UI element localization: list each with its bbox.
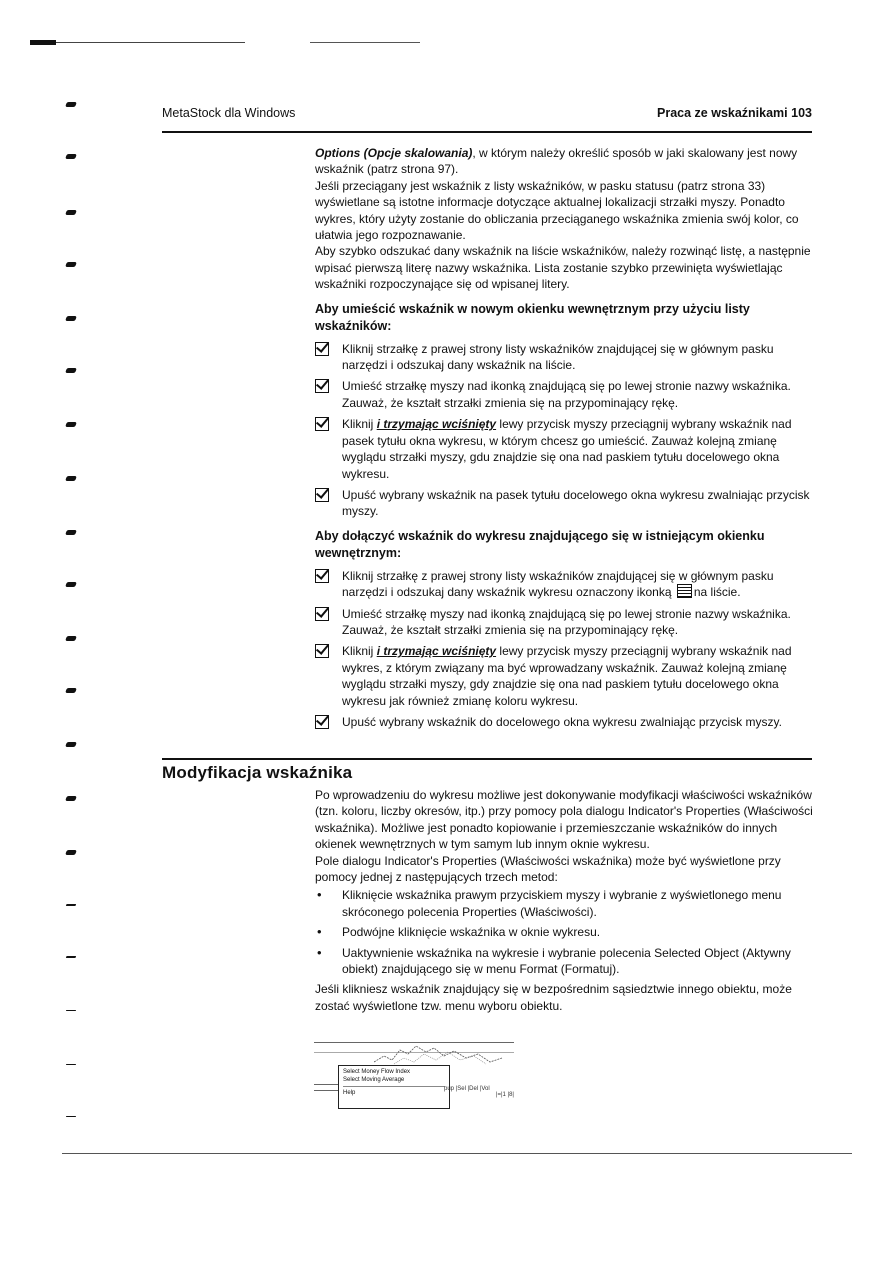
checkbox-icon xyxy=(315,569,329,583)
binding-mark xyxy=(65,636,77,641)
scan-rule-bottom xyxy=(62,1153,852,1154)
section-paragraph-2 xyxy=(315,853,815,886)
term-selected-object: Selected Object (Aktywny obiekt) xyxy=(342,945,791,977)
procedure-heading-new-pane: Aby umieścić wskaźnik w nowym okienku wewnętrznym przy użyciu listy wskaźników: xyxy=(315,301,750,333)
header-rule xyxy=(162,131,812,133)
checkbox-icon xyxy=(315,644,329,658)
step-item xyxy=(315,487,815,520)
section-title: Modyfikacja wskaźnika xyxy=(162,763,353,782)
status-text: pup |Sel |Del |Vol xyxy=(444,1086,490,1092)
body-text: . Możliwe jest ponadto kopiowanie i przemieszczanie wskaźników do innych okienek wewnętrznych w tym samym lub innym oknie wykresu. xyxy=(315,820,778,852)
binding-mark xyxy=(65,210,77,215)
method-list xyxy=(315,887,815,977)
menu-item-select-moving-average[interactable]: Select Moving Average xyxy=(343,1077,405,1083)
chapter-and-page xyxy=(657,106,812,120)
binding-mark xyxy=(65,742,77,747)
step-item xyxy=(315,378,815,411)
term-indicator-properties: Indicator's Properties (Właściwości wskaźnika) xyxy=(384,853,633,868)
menu-item-help[interactable]: Help xyxy=(343,1090,356,1096)
binding-mark xyxy=(65,368,77,373)
step-item xyxy=(315,416,815,482)
list-item xyxy=(315,887,815,920)
intro-paragraph-1 xyxy=(315,145,815,178)
step-text: Kliknij strzałkę z prawej strony listy wskaźników znajdującej się w głównym pasku narzędzi i odszukaj dany wskaźnik wykresu oznaczony ikonką xyxy=(342,568,774,600)
step-text: na liście. xyxy=(693,585,741,600)
binding-mark xyxy=(65,850,77,855)
binding-mark xyxy=(66,1064,76,1065)
intro-paragraph-2: Jeśli przeciągany jest wskaźnik z listy wskaźników, w pasku statusu (patrz strona 33) wyświetlane są istotne informacje dotyczące aktualnej lokalizacji strzałki myszy. Ponadto wykres, który użyty zostanie do obliczania przeciąganego wskaźnika zmienia swój kolor, co ułatwia jego rozpoznawanie. xyxy=(315,178,799,243)
body-text: Kliknięcie wskaźnika prawym przyciskiem myszy i wybranie z wyświetlonego menu skróconego polecenia xyxy=(342,888,782,919)
body-text: może być wyświetlone przy pomocy jednej z następujących trzech metod: xyxy=(315,853,781,885)
window-edge xyxy=(314,1090,338,1091)
binding-mark xyxy=(65,102,77,107)
step-text: Upuść wybrany wskaźnik do docelowego okna wykresu zwalniając przycisk myszy. xyxy=(342,714,782,729)
binding-mark xyxy=(65,316,77,321)
scan-rule-top-left xyxy=(30,42,245,43)
body-text: Uaktywnienie wskaźnika na wykresie i wybranie polecenia xyxy=(342,945,655,960)
intro-paragraph-3: Aby szybko odszukać dany wskaźnik na liście wskaźników, należy rozwinąć listę, a następnie wpisać pierwszą literę nazwy wskaźnika. Lista zostanie szybko przewinięta wyświetlając wskaźniki rozpoczynające się od wpisanej litery. xyxy=(315,244,811,292)
procedure-heading-existing-pane: Aby dołączyć wskaźnik do wykresu znajdującego się w istniejącym okienku wewnętrznym: xyxy=(315,528,765,560)
step-text: lewy przycisk myszy przeciągnij wybrany wskaźnik nad wykres, z którym związany ma być wprowadzany wskaźnik. Zauważ kolejną zmianę wyglądu strzałki myszy, gdy znajdzie się ona nad paskiem tytułu docelowego okna wykresu jak również zmianę koloru wykresu. xyxy=(342,644,792,708)
step-item xyxy=(315,341,815,374)
step-text: lewy przycisk myszy przeciągnij wybrany wskaźnik nad pasek tytułu okna wykresu, w którym chcesz go umieścić. Zauważ kolejną zmianę wyglądu strzałki myszy, gdu znajdzie się ona nad paskiem tytułu docelowego okna wykresu. xyxy=(342,417,792,481)
binding-mark xyxy=(65,530,77,535)
intro-text: , w którym należy określić sposób w jaki skalowany jest nowy wskaźnik (patrz strona 97). xyxy=(315,146,798,177)
step-text: Kliknij xyxy=(342,417,377,432)
step-text: Umieść strzałkę myszy nad ikonką znajdującą się po lewej stronie nazwy wskaźnika. Zauważ, że kształt strzałki zmienia się na przypominający rękę. xyxy=(342,606,791,637)
term-properties: Properties (Właściwości) xyxy=(462,904,594,919)
checkbox-icon xyxy=(315,488,329,502)
page-number: 103 xyxy=(791,106,812,120)
object-selection-menu-screenshot xyxy=(314,1040,514,1110)
section-rule xyxy=(162,758,812,760)
section-paragraph-1 xyxy=(315,787,815,853)
binding-mark xyxy=(66,1116,76,1117)
term-indicator-properties: Indicator's Properties (Właściwości wskaźnika) xyxy=(315,804,813,835)
step-text: Umieść strzałkę myszy nad ikonką znajdującą się po lewej stronie nazwy wskaźnika. Zauważ, że kształt strzałki zmienia się na przypominający rękę. xyxy=(342,379,791,410)
step-item xyxy=(315,568,815,601)
status-text: |=|1 |8| xyxy=(495,1092,514,1098)
body-text: . xyxy=(616,962,620,977)
emphasis-text: i trzymając wciśnięty xyxy=(376,417,497,432)
step-text: Kliknij strzałkę z prawej strony listy wskaźników znajdującej się w głównym pasku narzędzi i odszukaj dany wskaźnik na liście. xyxy=(342,341,774,373)
binding-mark xyxy=(66,1010,76,1011)
body-text: znajdującego się w menu xyxy=(378,962,520,977)
context-menu xyxy=(338,1065,450,1109)
checkbox-icon xyxy=(315,379,329,393)
binding-mark xyxy=(65,154,77,159)
chart-line-icon xyxy=(374,1042,504,1066)
running-header xyxy=(162,106,812,128)
menu-separator xyxy=(343,1086,445,1087)
chapter-title: Praca ze wskaźnikami xyxy=(657,106,788,120)
procedure-steps-new-pane xyxy=(315,341,815,520)
window-edge xyxy=(314,1084,338,1085)
body-text: Pole dialogu xyxy=(315,853,385,868)
procedure-steps-existing-pane xyxy=(315,568,815,731)
list-item xyxy=(315,945,815,978)
term-scaling-options: Options (Opcje skalowania) xyxy=(315,146,473,160)
body-text: . xyxy=(593,904,597,919)
book-title: MetaStock dla Windows xyxy=(162,106,296,120)
term-format: Format (Formatuj) xyxy=(519,962,617,977)
status-bar xyxy=(444,1086,514,1106)
binding-mark xyxy=(65,422,77,427)
section-content xyxy=(315,787,815,1014)
binding-mark xyxy=(66,956,77,958)
scan-rule-top-right xyxy=(310,42,420,43)
step-item xyxy=(315,643,815,709)
main-content xyxy=(315,145,815,735)
binding-mark xyxy=(65,262,77,267)
step-text: Kliknij xyxy=(342,644,377,659)
binding-mark xyxy=(65,582,77,587)
binding-mark xyxy=(66,904,77,906)
binding-mark xyxy=(65,688,77,693)
step-item xyxy=(315,606,815,639)
step-item xyxy=(315,714,815,730)
checkbox-icon xyxy=(315,715,329,729)
indicator-chart-icon xyxy=(677,584,692,598)
checkbox-icon xyxy=(315,417,329,431)
step-text: Upuść wybrany wskaźnik na pasek tytułu docelowego okna wykresu zwalniając przycisk myszy. xyxy=(342,487,810,519)
section-paragraph-3: Jeśli klikniesz wskaźnik znajdujący się w bezpośrednim sąsiedztwie innego obiektu, może zostać wyświetlone tzw. menu wyboru obiektu. xyxy=(315,982,792,1013)
binding-mark xyxy=(65,476,77,481)
checkbox-icon xyxy=(315,607,329,621)
body-text: Po wprowadzeniu do wykresu możliwe jest dokonywanie modyfikacji właściwości wskaźników (tzn. koloru, liczby okresów, itp.) przy pomocy pola dialogu xyxy=(315,788,812,819)
binding-mark xyxy=(65,796,77,801)
menu-item-select-money-flow-index[interactable]: Select Money Flow Index xyxy=(343,1069,411,1075)
list-item: • Podwójne kliknięcie wskaźnika w oknie wykresu. xyxy=(315,924,815,940)
checkbox-icon xyxy=(315,342,329,356)
emphasis-text: i trzymając wciśnięty xyxy=(376,644,497,659)
